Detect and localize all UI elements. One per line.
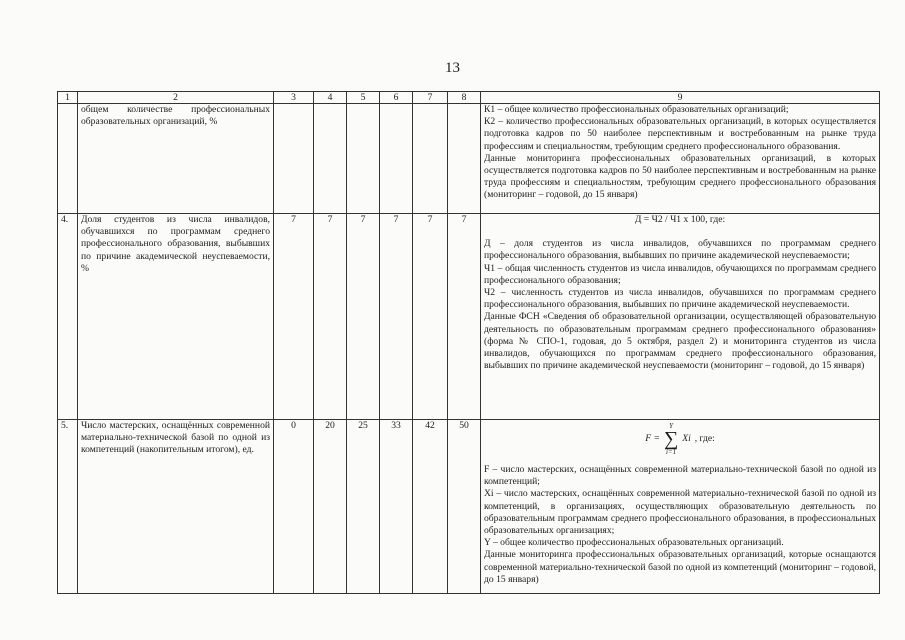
column-number: 3	[274, 92, 314, 104]
indicator-value: 7	[448, 214, 481, 420]
description-line: Ч2 – численность студентов из числа инвалидов, обучавшихся по программам среднего профессионального образования, выбывших по причине академической неуспеваемости.	[484, 287, 876, 311]
description-line: Данные ФСН «Сведения об образовательной организации, осуществляющей образовательную деятельность по образовательным программам среднего профессионального образования» (форма № СПО-1, годовая, до 5 октября, раздел 2) и мониторинга студентов из числа инвалидов, обучающихся по программам среднего профессионального образования, выбывших по причине академической неуспеваемости (мониторинг – годовой, до 15 января)	[484, 311, 876, 372]
indicator-value	[380, 104, 413, 214]
indicator-value	[413, 104, 448, 214]
column-number-row	[58, 92, 880, 104]
formula: Д = Ч2 / Ч1 x 100, где:	[634, 214, 726, 225]
indicator-value: 25	[347, 420, 380, 594]
sum-formula	[484, 422, 876, 456]
page-number: 13	[445, 60, 460, 76]
indicator-value	[347, 104, 380, 214]
description-line: Д – доля студентов из числа инвалидов, обучавшихся по программам среднего профессионального образования, выбывших по причине академической неуспеваемости;	[484, 238, 876, 262]
indicator-value: 50	[448, 420, 481, 594]
table-row	[58, 104, 880, 214]
method-description	[481, 214, 880, 420]
indicator-name: Число мастерских, оснащённых современной материально-технической базой по одной из компетенций (накопительным итогом), ед.	[78, 420, 274, 594]
indicator-value	[448, 104, 481, 214]
indicator-value: 7	[380, 214, 413, 420]
column-number: 1	[58, 92, 78, 104]
description-line: К2 – количество профессиональных образовательных организаций, в которых осуществляется подготовка кадров по 50 наиболее перспективным и востребованным на рынке труда профессиям и специальностям, требующим среднего профессионального образования.	[484, 116, 876, 152]
formula-lhs: F =	[645, 432, 660, 444]
row-number: 4.	[58, 214, 78, 420]
indicator-value: 7	[347, 214, 380, 420]
sum-upper-limit: Y	[669, 422, 674, 430]
row-number	[58, 104, 78, 214]
sigma-icon: Y ∑ i=1	[663, 422, 679, 456]
column-number: 6	[380, 92, 413, 104]
method-description	[481, 420, 880, 594]
indicator-value	[274, 104, 314, 214]
column-number: 7	[413, 92, 448, 104]
indicator-value: 7	[413, 214, 448, 420]
indicator-name: Доля студентов из числа инвалидов, обучавшихся по программам среднего профессионального образования, выбывших по причине академической неуспеваемости, %	[78, 214, 274, 420]
column-number: 4	[314, 92, 347, 104]
table-row	[58, 420, 880, 594]
description-line: К1 – общее количество профессиональных образовательных организаций;	[484, 104, 789, 115]
indicator-value: 42	[413, 420, 448, 594]
column-number: 8	[448, 92, 481, 104]
indicator-name: общем количестве профессиональных образовательных организаций, %	[78, 104, 274, 214]
formula-rhs: Xi	[682, 432, 691, 444]
indicator-value: 20	[314, 420, 347, 594]
indicator-table	[57, 91, 880, 594]
formula-tail: , где:	[694, 432, 715, 444]
description-line: F – число мастерских, оснащённых современной материально-технической базой по одной из компетенций;	[484, 464, 876, 488]
description-line: Данные мониторинга профессиональных образовательных организаций, которые оснащаются современной материально-технической базой по одной из компетенций (мониторинг – годовой, до 15 января)	[484, 549, 876, 585]
description-line: Ч1 – общая численность студентов из числа инвалидов, обучающихся по программам среднего профессионального образования;	[484, 262, 876, 286]
table-row	[58, 214, 880, 420]
indicator-value: 0	[274, 420, 314, 594]
indicator-value: 33	[380, 420, 413, 594]
description-line: Xi – число мастерских, оснащённых современной материально-технической базой по одной из компетенций, в организациях, осуществляющих образовательную деятельность по образовательным программам среднего профессионального образования, в профессиональных образовательных организациях;	[484, 488, 876, 537]
column-number: 9	[481, 92, 880, 104]
description-line: Данные мониторинга профессиональных образовательных организаций, в которых осуществляется подготовка кадров по 50 наиболее перспективным и востребованным на рынке труда профессиям и специальностям, требующим среднего профессионального образования (мониторинг – годовой, до 15 января)	[484, 152, 876, 201]
method-description	[481, 104, 880, 214]
indicator-value	[314, 104, 347, 214]
indicator-value: 7	[274, 214, 314, 420]
sum-lower-limit: i=1	[665, 448, 677, 456]
column-number: 5	[347, 92, 380, 104]
description-line: Y – общее количество профессиональных образовательных организаций.	[484, 537, 784, 549]
row-number: 5.	[58, 420, 78, 594]
indicator-value: 7	[314, 214, 347, 420]
column-number: 2	[78, 92, 274, 104]
